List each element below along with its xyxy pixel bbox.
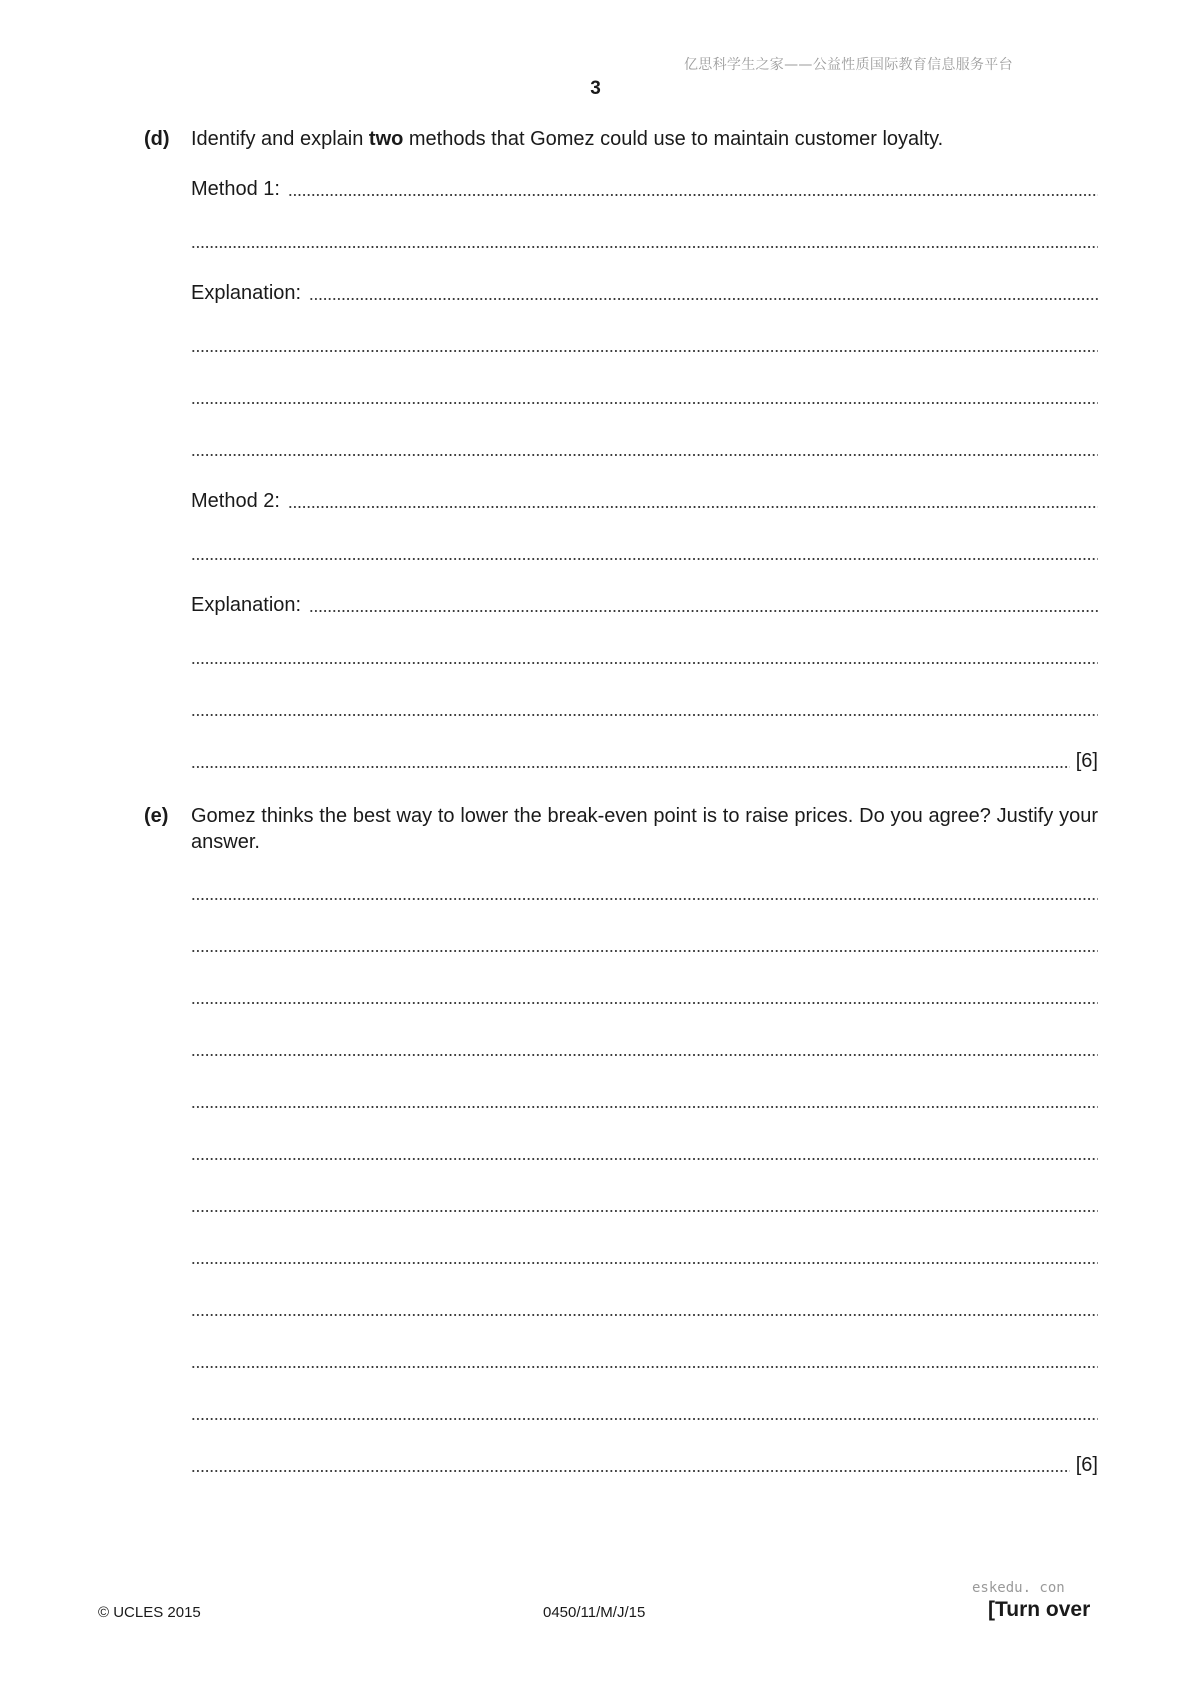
question-d-text xyxy=(191,126,1098,152)
question-e-text: Gomez thinks the best way to lower the break-even point is to raise prices. Do you agree? Justify your answer. xyxy=(191,805,1098,853)
answer-line-final-d[interactable] xyxy=(191,748,1098,774)
dotted-line xyxy=(191,349,1098,353)
answer-line-method-2[interactable] xyxy=(191,488,1098,514)
dotted-line xyxy=(191,1469,1070,1473)
answer-line[interactable] xyxy=(191,1140,1098,1166)
dotted-line xyxy=(191,1365,1098,1369)
answer-line[interactable] xyxy=(191,1192,1098,1218)
method-1-label: Method 1: xyxy=(191,178,280,200)
question-d-label: (d) xyxy=(144,128,170,150)
dotted-line xyxy=(309,297,1098,301)
question-e-label: (e) xyxy=(144,805,169,827)
answer-line-method-1[interactable] xyxy=(191,176,1098,202)
answer-line[interactable] xyxy=(191,1036,1098,1062)
answer-line[interactable] xyxy=(191,1296,1098,1322)
answer-line-final-e[interactable] xyxy=(191,1452,1098,1478)
dotted-line xyxy=(191,1261,1098,1265)
dotted-line xyxy=(288,505,1098,509)
dotted-line xyxy=(191,1157,1098,1161)
site-watermark: eskedu. con xyxy=(972,1580,1065,1596)
dotted-line xyxy=(191,1313,1098,1317)
dotted-line xyxy=(191,713,1098,717)
answer-line[interactable] xyxy=(191,1348,1098,1374)
answer-line[interactable] xyxy=(191,932,1098,958)
answer-line[interactable] xyxy=(191,332,1098,358)
dotted-line xyxy=(191,949,1098,953)
answer-line[interactable] xyxy=(191,540,1098,566)
turn-over-label: [Turn over xyxy=(988,1598,1091,1621)
explanation-1-label: Explanation: xyxy=(191,282,302,304)
paper-code: 0450/11/M/J/15 xyxy=(543,1604,646,1621)
dotted-line xyxy=(191,245,1098,249)
question-d-emphasis: two xyxy=(368,128,404,150)
dotted-line xyxy=(288,193,1098,197)
answer-line[interactable] xyxy=(191,228,1098,254)
dotted-line xyxy=(309,609,1098,613)
dotted-line xyxy=(191,453,1098,457)
dotted-line xyxy=(191,1105,1098,1109)
answer-line[interactable] xyxy=(191,1400,1098,1426)
dotted-line xyxy=(191,897,1098,901)
marks-label-e: [6] xyxy=(1075,1454,1098,1476)
dotted-line xyxy=(191,1053,1098,1057)
explanation-2-label: Explanation: xyxy=(191,594,302,616)
dotted-line xyxy=(191,557,1098,561)
dotted-line xyxy=(191,661,1098,665)
watermark-text: 亿思科学生之家——公益性质国际教育信息服务平台 xyxy=(684,57,1013,73)
answer-line[interactable] xyxy=(191,984,1098,1010)
page-number: 3 xyxy=(590,78,601,99)
answer-line[interactable] xyxy=(191,1088,1098,1114)
dotted-line xyxy=(191,1209,1098,1213)
answer-line[interactable] xyxy=(191,1244,1098,1270)
copyright-notice: © UCLES 2015 xyxy=(98,1604,201,1621)
dotted-line xyxy=(191,1001,1098,1005)
marks-label-d: [6] xyxy=(1075,750,1098,772)
answer-line-explanation-2[interactable] xyxy=(191,592,1098,618)
answer-line[interactable] xyxy=(191,880,1098,906)
answer-line-explanation-1[interactable] xyxy=(191,280,1098,306)
answer-line[interactable] xyxy=(191,696,1098,722)
answer-line[interactable] xyxy=(191,384,1098,410)
dotted-line xyxy=(191,1417,1098,1421)
answer-line[interactable] xyxy=(191,644,1098,670)
dotted-line xyxy=(191,401,1098,405)
dotted-line xyxy=(191,765,1070,769)
method-2-label: Method 2: xyxy=(191,490,280,512)
question-d-text-end: methods that Gomez could use to maintain customer loyalty. xyxy=(403,128,944,150)
question-d-text-start: Identify and explain xyxy=(191,128,369,150)
answer-line[interactable] xyxy=(191,436,1098,462)
